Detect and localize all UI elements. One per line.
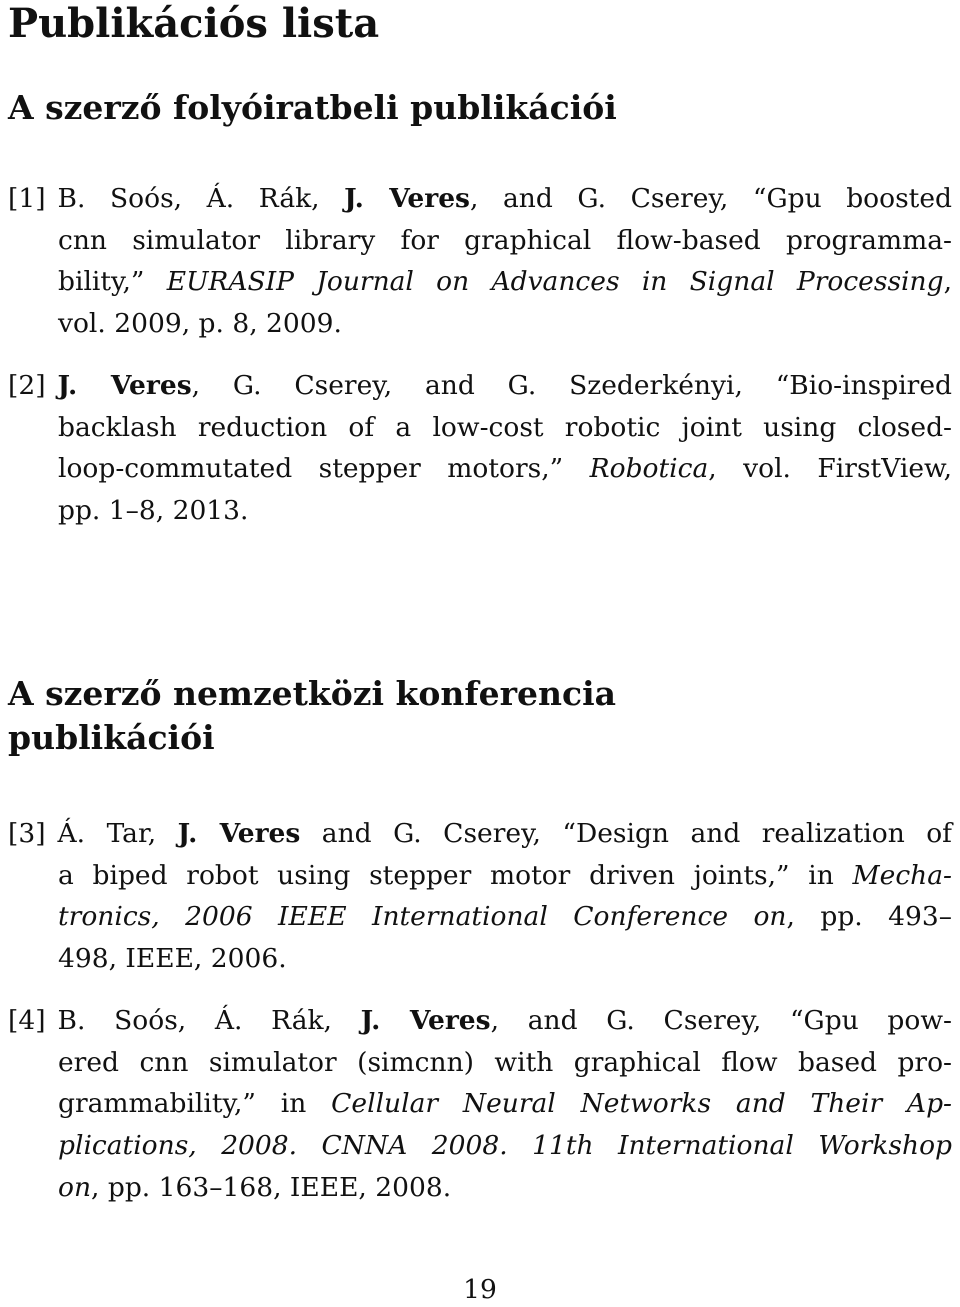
reference-item — [8, 813, 952, 980]
reference-line — [8, 490, 952, 532]
highlighted-author: J. Veres — [177, 818, 301, 849]
reference-text: cnn simulator library for graphical flow-based programma- — [58, 224, 952, 256]
reference-text: a biped robot using stepper motor driven joints,” in — [58, 859, 853, 891]
conference-name: tronics, 2006 IEEE International Conference on — [58, 901, 787, 933]
reference-number: [2] — [8, 369, 46, 401]
highlighted-author: J. Veres — [360, 1004, 491, 1036]
reference-line — [8, 1125, 952, 1167]
reference-line — [8, 365, 952, 407]
conference-name: Mecha- — [852, 859, 952, 891]
page-title: Publikációs lista — [8, 0, 380, 47]
reference-line — [8, 896, 952, 938]
reference-line — [8, 1042, 952, 1084]
conference-name: plications, 2008. CNNA 2008. 11th International Workshop — [58, 1129, 952, 1161]
section-heading-conference: A szerző nemzetközi konferencia publikációi — [8, 674, 617, 757]
highlighted-author: J. Veres — [344, 183, 470, 214]
reference-text: bility,” — [58, 266, 167, 298]
page-number: 19 — [463, 1274, 497, 1305]
reference-line — [8, 303, 952, 345]
highlighted-author: J. Veres — [57, 369, 192, 401]
reference-text: vol. 2009, p. 8, 2009. — [58, 308, 342, 340]
reference-text: backlash reduction of a low-cost robotic joint using closed- — [58, 411, 952, 443]
reference-text: ered cnn simulator (simcnn) with graphical flow based pro- — [58, 1046, 952, 1078]
reference-item — [8, 365, 952, 532]
reference-text: , G. Cserey, and G. Szederkényi, “Bio-inspired — [191, 369, 952, 401]
conference-name: on — [58, 1171, 92, 1203]
reference-text: 498, IEEE, 2006. — [58, 943, 287, 975]
reference-text: , — [943, 266, 952, 298]
reference-item — [8, 178, 952, 345]
reference-text: , pp. 163–168, IEEE, 2008. — [91, 1171, 452, 1203]
reference-line — [8, 1167, 952, 1209]
reference-number: [1] — [8, 183, 46, 214]
reference-line — [8, 220, 952, 262]
conference-name: Cellular Neural Networks and Their Ap- — [331, 1088, 952, 1120]
reference-text: grammability,” in — [58, 1088, 332, 1120]
reference-number: [4] — [8, 1004, 46, 1036]
reference-line — [8, 855, 952, 897]
reference-text: pp. 1–8, 2013. — [58, 494, 249, 526]
reference-line — [8, 813, 952, 855]
reference-text: , and G. Cserey, “Gpu boosted — [469, 183, 952, 214]
reference-item — [8, 1000, 952, 1209]
journal-name: EURASIP Journal on Advances in Signal Processing — [166, 266, 944, 298]
reference-text: , vol. FirstView, — [708, 453, 952, 485]
reference-line — [8, 1083, 952, 1125]
reference-number: [3] — [8, 818, 46, 849]
journal-reference-list — [8, 178, 952, 552]
conference-reference-list — [8, 813, 952, 1228]
reference-text: , pp. 493– — [786, 901, 953, 933]
reference-text: and G. Cserey, “Design and realization of — [300, 818, 952, 849]
reference-text: Á. Tar, — [57, 818, 178, 849]
reference-line — [8, 938, 952, 980]
reference-line — [8, 448, 952, 490]
reference-text: loop-commutated stepper motors,” — [58, 453, 590, 485]
reference-text: , and G. Cserey, “Gpu pow- — [490, 1004, 952, 1036]
reference-line — [8, 1000, 952, 1042]
reference-text: B. Soós, Á. Rák, — [57, 183, 345, 214]
journal-name: Robotica — [589, 453, 709, 485]
reference-line — [8, 178, 952, 220]
reference-line — [8, 261, 952, 303]
section-heading-journal: A szerző folyóiratbeli publikációi — [8, 88, 617, 127]
reference-text: B. Soós, Á. Rák, — [57, 1004, 361, 1036]
reference-line — [8, 407, 952, 449]
